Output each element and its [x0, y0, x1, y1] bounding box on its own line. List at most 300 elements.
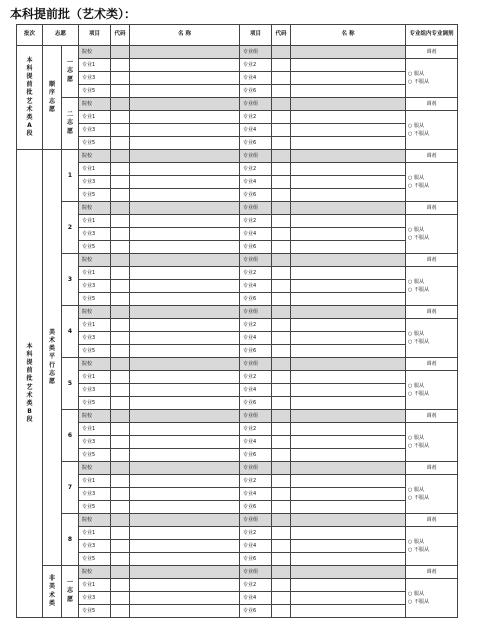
major-code-cell[interactable] — [111, 189, 130, 202]
group-code-cell[interactable] — [272, 514, 291, 527]
major-name-cell[interactable] — [291, 111, 406, 124]
b-parallel-4-row — [17, 332, 458, 345]
school-label: 院校 — [79, 98, 111, 111]
major-label: 专业6 — [240, 501, 272, 514]
major-code-cell[interactable] — [272, 345, 291, 358]
major-name-cell[interactable] — [291, 59, 406, 72]
school-code-cell[interactable] — [111, 254, 130, 267]
major-name-cell[interactable] — [291, 384, 406, 397]
major-code-cell[interactable] — [111, 111, 130, 124]
group-code-cell[interactable] — [272, 202, 291, 215]
major-name-cell[interactable] — [291, 332, 406, 345]
major-name-cell[interactable] — [291, 397, 406, 410]
adjust-label: 调剂 — [406, 410, 458, 423]
major-code-cell[interactable] — [111, 176, 130, 189]
group-name-cell[interactable] — [291, 202, 406, 215]
group-code-cell[interactable] — [272, 358, 291, 371]
group-code-cell[interactable] — [272, 410, 291, 423]
major-name-cell[interactable] — [291, 189, 406, 202]
group-code-cell[interactable] — [272, 566, 291, 579]
major-code-cell[interactable] — [111, 371, 130, 384]
major-code-cell[interactable] — [272, 137, 291, 150]
major-code-cell[interactable] — [272, 332, 291, 345]
major-name-cell[interactable] — [130, 332, 240, 345]
major-code-cell[interactable] — [111, 475, 130, 488]
b-parallel-6-row — [17, 436, 458, 449]
major-name-cell[interactable] — [291, 371, 406, 384]
major-code-cell[interactable] — [272, 488, 291, 501]
major-code-cell[interactable] — [272, 293, 291, 306]
group-name-cell[interactable] — [291, 46, 406, 59]
major-name-cell[interactable] — [130, 475, 240, 488]
b-parallel-8-row — [17, 553, 458, 566]
major-code-cell[interactable] — [111, 293, 130, 306]
adjust-options[interactable] — [406, 163, 458, 202]
major-code-cell[interactable] — [272, 59, 291, 72]
major-label: 专业6 — [240, 345, 272, 358]
obey-label: 服从 — [413, 174, 424, 181]
obey-option[interactable]: ○ 服从 — [408, 330, 424, 337]
major-label: 专业5 — [79, 345, 111, 358]
major-name-cell[interactable] — [291, 280, 406, 293]
b-parallel-6-row — [17, 410, 458, 423]
b-parallel-1-row — [17, 189, 458, 202]
major-code-cell[interactable] — [111, 384, 130, 397]
school-code-cell[interactable] — [111, 462, 130, 475]
not-obey-option[interactable]: ○ 不服从 — [408, 547, 429, 553]
major-code-cell[interactable] — [272, 475, 291, 488]
major-name-cell[interactable] — [291, 85, 406, 98]
not-obey-option[interactable]: ○ 不服从 — [408, 495, 429, 501]
major-name-cell[interactable] — [130, 163, 240, 176]
major-code-cell[interactable] — [111, 280, 130, 293]
group-label: 专业组 — [240, 358, 272, 371]
b-parallel-2-row — [17, 241, 458, 254]
major-name-cell[interactable] — [130, 241, 240, 254]
adjust-options[interactable] — [406, 371, 458, 410]
obey-option[interactable]: ○ 服从 — [408, 382, 424, 389]
major-code-cell[interactable] — [111, 501, 130, 514]
school-name-cell[interactable] — [130, 514, 240, 527]
major-label: 专业6 — [240, 241, 272, 254]
school-label: 院校 — [79, 254, 111, 267]
major-code-cell[interactable] — [272, 215, 291, 228]
a-first-row — [17, 46, 458, 59]
school-label: 院校 — [79, 150, 111, 163]
major-name-cell[interactable] — [291, 592, 406, 605]
major-name-cell[interactable] — [130, 124, 240, 137]
header-adjust: 专业组内专业调剂 — [406, 25, 458, 46]
volunteer-number: 2 — [62, 202, 79, 254]
school-code-cell[interactable] — [111, 202, 130, 215]
major-name-cell[interactable] — [291, 423, 406, 436]
obey-option[interactable]: ○ 服从 — [408, 590, 424, 597]
adjust-options[interactable] — [406, 527, 458, 566]
major-name-cell[interactable] — [291, 475, 406, 488]
group-code-cell[interactable] — [272, 150, 291, 163]
major-name-cell[interactable] — [291, 228, 406, 241]
major-name-cell[interactable] — [130, 228, 240, 241]
major-name-cell[interactable] — [130, 527, 240, 540]
major-name-cell[interactable] — [130, 72, 240, 85]
major-name-cell[interactable] — [130, 592, 240, 605]
major-code-cell[interactable] — [111, 605, 130, 618]
obey-option[interactable]: ○ 服从 — [408, 174, 424, 181]
major-code-cell[interactable] — [272, 267, 291, 280]
major-name-cell[interactable] — [130, 384, 240, 397]
major-code-cell[interactable] — [111, 228, 130, 241]
group-label: 专业组 — [240, 566, 272, 579]
major-code-cell[interactable] — [111, 85, 130, 98]
major-code-cell[interactable] — [111, 579, 130, 592]
group-code-cell[interactable] — [272, 254, 291, 267]
group-name-cell[interactable] — [291, 306, 406, 319]
obey-option[interactable]: ○ 服从 — [408, 70, 424, 77]
major-name-cell[interactable] — [291, 163, 406, 176]
major-code-cell[interactable] — [272, 553, 291, 566]
b-parallel-3-row — [17, 254, 458, 267]
major-name-cell[interactable] — [291, 176, 406, 189]
major-name-cell[interactable] — [130, 449, 240, 462]
major-code-cell[interactable] — [272, 579, 291, 592]
major-code-cell[interactable] — [272, 241, 291, 254]
major-code-cell[interactable] — [111, 319, 130, 332]
major-label: 专业1 — [79, 111, 111, 124]
major-code-cell[interactable] — [111, 423, 130, 436]
b-parallel-3-row — [17, 267, 458, 280]
major-name-cell[interactable] — [291, 436, 406, 449]
school-code-cell[interactable] — [111, 46, 130, 59]
obey-option[interactable]: ○ 服从 — [408, 434, 424, 441]
major-name-cell[interactable] — [130, 293, 240, 306]
major-label: 专业2 — [240, 319, 272, 332]
major-code-cell[interactable] — [272, 527, 291, 540]
second-choice-label: 二 志 愿 — [62, 98, 79, 150]
major-name-cell[interactable] — [291, 488, 406, 501]
major-code-cell[interactable] — [272, 319, 291, 332]
major-code-cell[interactable] — [111, 241, 130, 254]
major-code-cell[interactable] — [272, 423, 291, 436]
a-second-row — [17, 137, 458, 150]
major-name-cell[interactable] — [130, 423, 240, 436]
group-name-cell[interactable] — [291, 410, 406, 423]
not-obey-label: 不服从 — [413, 599, 429, 605]
non-art-label: 非 美 术 类 — [43, 566, 62, 618]
major-label: 专业2 — [240, 267, 272, 280]
school-name-cell[interactable] — [130, 150, 240, 163]
major-code-cell[interactable] — [111, 332, 130, 345]
major-code-cell[interactable] — [272, 228, 291, 241]
major-name-cell[interactable] — [291, 319, 406, 332]
not-obey-option[interactable]: ○ 不服从 — [408, 235, 429, 241]
major-code-cell[interactable] — [111, 553, 130, 566]
group-code-cell[interactable] — [272, 462, 291, 475]
school-name-cell[interactable] — [130, 358, 240, 371]
school-name-cell[interactable] — [130, 566, 240, 579]
group-name-cell[interactable] — [291, 566, 406, 579]
group-label: 专业组 — [240, 46, 272, 59]
major-code-cell[interactable] — [111, 397, 130, 410]
adjust-options[interactable] — [406, 579, 458, 618]
major-label: 专业1 — [79, 371, 111, 384]
b-nonart-row — [17, 605, 458, 618]
adjust-options[interactable] — [406, 319, 458, 358]
major-code-cell[interactable] — [272, 176, 291, 189]
major-code-cell[interactable] — [111, 215, 130, 228]
major-label: 专业1 — [79, 579, 111, 592]
b-parallel-4-row — [17, 306, 458, 319]
volunteer-number: 6 — [62, 410, 79, 462]
major-name-cell[interactable] — [291, 345, 406, 358]
major-code-cell[interactable] — [272, 449, 291, 462]
major-label: 专业2 — [240, 527, 272, 540]
school-name-cell[interactable] — [130, 98, 240, 111]
major-label: 专业1 — [79, 163, 111, 176]
major-label: 专业2 — [240, 371, 272, 384]
school-label: 院校 — [79, 462, 111, 475]
major-name-cell[interactable] — [130, 137, 240, 150]
adjust-options[interactable] — [406, 267, 458, 306]
major-name-cell[interactable] — [291, 124, 406, 137]
major-name-cell[interactable] — [291, 267, 406, 280]
major-code-cell[interactable] — [272, 111, 291, 124]
school-name-cell[interactable] — [130, 462, 240, 475]
major-code-cell[interactable] — [111, 592, 130, 605]
major-label: 专业2 — [240, 215, 272, 228]
school-name-cell[interactable] — [130, 46, 240, 59]
obey-option[interactable]: ○ 服从 — [408, 122, 424, 129]
major-code-cell[interactable] — [111, 163, 130, 176]
group-label: 专业组 — [240, 202, 272, 215]
not-obey-option[interactable]: ○ 不服从 — [408, 79, 429, 85]
not-obey-option[interactable]: ○ 不服从 — [408, 183, 429, 189]
not-obey-option[interactable]: ○ 不服从 — [408, 339, 429, 345]
adjust-label: 调剂 — [406, 306, 458, 319]
obey-label: 服从 — [413, 590, 424, 597]
adjust-label: 调剂 — [406, 254, 458, 267]
major-name-cell[interactable] — [130, 579, 240, 592]
major-name-cell[interactable] — [291, 501, 406, 514]
major-name-cell[interactable] — [130, 605, 240, 618]
major-code-cell[interactable] — [272, 72, 291, 85]
major-name-cell[interactable] — [291, 605, 406, 618]
major-code-cell[interactable] — [272, 280, 291, 293]
adjust-options[interactable] — [406, 475, 458, 514]
major-name-cell[interactable] — [130, 345, 240, 358]
school-code-cell[interactable] — [111, 306, 130, 319]
obey-label: 服从 — [413, 330, 424, 337]
major-name-cell[interactable] — [130, 371, 240, 384]
major-name-cell[interactable] — [291, 137, 406, 150]
major-name-cell[interactable] — [130, 319, 240, 332]
school-code-cell[interactable] — [111, 410, 130, 423]
major-name-cell[interactable] — [291, 540, 406, 553]
major-code-cell[interactable] — [111, 527, 130, 540]
school-code-cell[interactable] — [111, 150, 130, 163]
major-name-cell[interactable] — [130, 436, 240, 449]
major-code-cell[interactable] — [111, 137, 130, 150]
major-code-cell[interactable] — [111, 449, 130, 462]
adjust-options[interactable] — [406, 215, 458, 254]
major-name-cell[interactable] — [130, 553, 240, 566]
school-name-cell[interactable] — [130, 410, 240, 423]
major-label: 专业4 — [240, 384, 272, 397]
b-parallel-5-row — [17, 397, 458, 410]
b-nonart-row — [17, 579, 458, 592]
major-code-cell[interactable] — [111, 72, 130, 85]
major-label: 专业5 — [79, 553, 111, 566]
obey-option[interactable]: ○ 服从 — [408, 486, 424, 493]
header-code-2: 代码 — [272, 25, 291, 46]
major-name-cell[interactable] — [130, 488, 240, 501]
major-label: 专业4 — [240, 436, 272, 449]
b-parallel-2-row — [17, 202, 458, 215]
major-name-cell[interactable] — [130, 267, 240, 280]
b-nonart-row — [17, 592, 458, 605]
major-code-cell[interactable] — [272, 85, 291, 98]
major-code-cell[interactable] — [111, 124, 130, 137]
header-name: 名 称 — [130, 25, 240, 46]
group-name-cell[interactable] — [291, 358, 406, 371]
major-name-cell[interactable] — [130, 59, 240, 72]
major-label: 专业4 — [240, 540, 272, 553]
school-label: 院校 — [79, 566, 111, 579]
not-obey-option[interactable]: ○ 不服从 — [408, 287, 429, 293]
major-code-cell[interactable] — [111, 59, 130, 72]
major-name-cell[interactable] — [291, 241, 406, 254]
b-parallel-7-row — [17, 462, 458, 475]
group-name-cell[interactable] — [291, 514, 406, 527]
major-name-cell[interactable] — [130, 111, 240, 124]
major-code-cell[interactable] — [111, 345, 130, 358]
adjust-options[interactable] — [406, 111, 458, 150]
group-name-cell[interactable] — [291, 462, 406, 475]
major-label: 专业5 — [79, 85, 111, 98]
major-label: 专业5 — [79, 293, 111, 306]
obey-label: 服从 — [413, 538, 424, 545]
major-name-cell[interactable] — [130, 501, 240, 514]
school-label: 院校 — [79, 46, 111, 59]
school-name-cell[interactable] — [130, 254, 240, 267]
b-parallel-8-row — [17, 514, 458, 527]
a-second-row — [17, 111, 458, 124]
major-name-cell[interactable] — [130, 280, 240, 293]
major-code-cell[interactable] — [272, 371, 291, 384]
adjust-options[interactable] — [406, 423, 458, 462]
school-label: 院校 — [79, 410, 111, 423]
not-obey-option[interactable]: ○ 不服从 — [408, 443, 429, 449]
group-code-cell[interactable] — [272, 98, 291, 111]
major-code-cell[interactable] — [111, 267, 130, 280]
major-name-cell[interactable] — [130, 540, 240, 553]
obey-option[interactable]: ○ 服从 — [408, 278, 424, 285]
major-code-cell[interactable] — [111, 540, 130, 553]
b-parallel-1-row — [17, 163, 458, 176]
b-parallel-5-row — [17, 358, 458, 371]
major-code-cell[interactable] — [272, 124, 291, 137]
major-code-cell[interactable] — [272, 592, 291, 605]
group-label: 专业组 — [240, 306, 272, 319]
group-code-cell[interactable] — [272, 46, 291, 59]
group-name-cell[interactable] — [291, 150, 406, 163]
group-name-cell[interactable] — [291, 98, 406, 111]
header-name-2: 名 称 — [291, 25, 406, 46]
school-code-cell[interactable] — [111, 514, 130, 527]
b-parallel-5-row — [17, 371, 458, 384]
major-code-cell[interactable] — [272, 163, 291, 176]
obey-label: 服从 — [413, 434, 424, 441]
major-name-cell[interactable] — [291, 215, 406, 228]
major-name-cell[interactable] — [291, 72, 406, 85]
major-name-cell[interactable] — [291, 579, 406, 592]
major-label: 专业3 — [79, 176, 111, 189]
school-code-cell[interactable] — [111, 566, 130, 579]
major-code-cell[interactable] — [272, 605, 291, 618]
major-name-cell[interactable] — [130, 85, 240, 98]
major-name-cell[interactable] — [130, 176, 240, 189]
major-name-cell[interactable] — [291, 527, 406, 540]
b-parallel-2-row — [17, 215, 458, 228]
not-obey-label: 不服从 — [413, 443, 429, 449]
major-code-cell[interactable] — [272, 384, 291, 397]
obey-label: 服从 — [413, 486, 424, 493]
not-obey-option[interactable]: ○ 不服从 — [408, 599, 429, 605]
major-code-cell[interactable] — [272, 501, 291, 514]
b-parallel-7-row — [17, 475, 458, 488]
obey-option[interactable]: ○ 服从 — [408, 538, 424, 545]
major-code-cell[interactable] — [111, 488, 130, 501]
school-code-cell[interactable] — [111, 98, 130, 111]
major-label: 专业1 — [79, 527, 111, 540]
major-code-cell[interactable] — [272, 436, 291, 449]
adjust-options[interactable] — [406, 59, 458, 98]
group-code-cell[interactable] — [272, 306, 291, 319]
school-code-cell[interactable] — [111, 358, 130, 371]
first-choice-label: 一 志 愿 — [62, 46, 79, 98]
major-label: 专业6 — [240, 605, 272, 618]
b-nonart-row — [17, 566, 458, 579]
major-label: 专业5 — [79, 189, 111, 202]
school-name-cell[interactable] — [130, 306, 240, 319]
major-code-cell[interactable] — [111, 436, 130, 449]
obey-option[interactable]: ○ 服从 — [408, 226, 424, 233]
major-name-cell[interactable] — [130, 397, 240, 410]
school-name-cell[interactable] — [130, 202, 240, 215]
major-label: 专业4 — [240, 176, 272, 189]
parallel-label: 美 术 类 平 行 志 愿 — [43, 150, 62, 566]
major-code-cell[interactable] — [272, 540, 291, 553]
school-label: 院校 — [79, 514, 111, 527]
major-name-cell[interactable] — [130, 215, 240, 228]
major-name-cell[interactable] — [291, 553, 406, 566]
group-name-cell[interactable] — [291, 254, 406, 267]
major-label: 专业4 — [240, 228, 272, 241]
not-obey-option[interactable]: ○ 不服从 — [408, 391, 429, 397]
volunteer-number: 8 — [62, 514, 79, 566]
not-obey-option[interactable]: ○ 不服从 — [408, 131, 429, 137]
a-first-row — [17, 59, 458, 72]
major-name-cell[interactable] — [291, 449, 406, 462]
adjust-label: 调剂 — [406, 202, 458, 215]
major-code-cell[interactable] — [272, 189, 291, 202]
adjust-label: 调剂 — [406, 514, 458, 527]
sequential-label: 顺 序 志 愿 — [43, 46, 62, 150]
adjust-label: 调剂 — [406, 46, 458, 59]
major-code-cell[interactable] — [272, 397, 291, 410]
major-name-cell[interactable] — [130, 189, 240, 202]
major-label: 专业5 — [79, 397, 111, 410]
major-name-cell[interactable] — [291, 293, 406, 306]
